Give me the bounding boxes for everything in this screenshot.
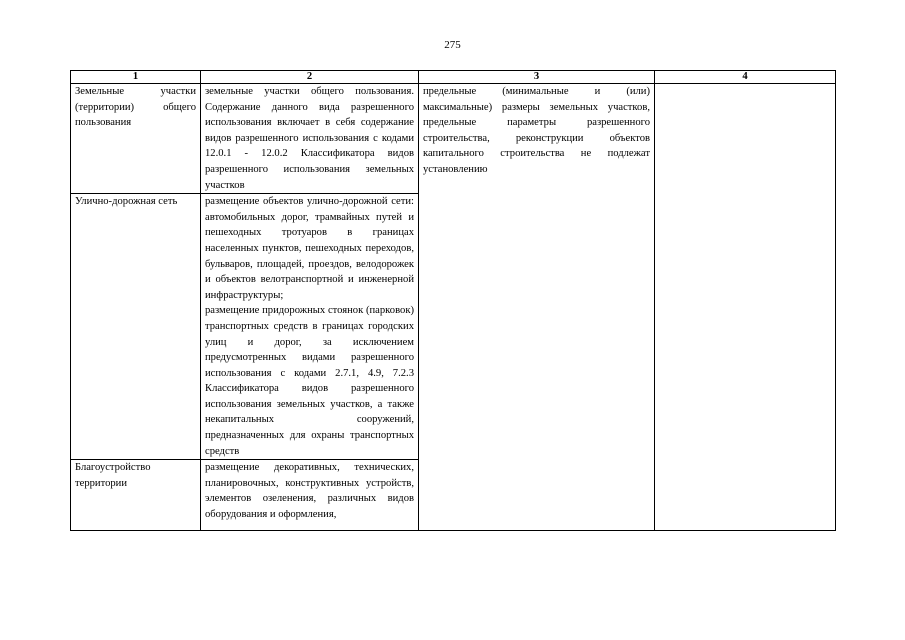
column-header-1: 1 [71, 71, 201, 84]
row-name-cell [71, 194, 201, 460]
row-description: размещение декоративных, технических, планировочных, конструктивных устройств, элементов озеленения, различных видов оборудования и оформления, [205, 462, 414, 521]
column-header-2: 2 [201, 71, 419, 84]
row-name-cell [71, 84, 201, 194]
column-header-4: 4 [655, 71, 836, 84]
row-description-cell [201, 84, 419, 194]
land-use-table [70, 70, 836, 531]
row-name: Земельные участки (территории) общего пользования [75, 86, 196, 129]
restrictions-cell [655, 84, 836, 531]
table-row [71, 84, 836, 194]
row-name: Улично-дорожная сеть [75, 196, 178, 208]
row-description-cell [201, 460, 419, 531]
row-name-cell [71, 460, 201, 531]
parameters-cell [419, 84, 655, 531]
row-description: земельные участки общего пользования. Содержание данного вида разрешенного использования включает в себя содержание видов разрешенного использования с кодами 12.0.1 - 12.0.2 Классификатора видов разрешенного использования земельных участков [205, 86, 414, 191]
row-description-continued: размещение придорожных стоянок (парковок) транспортных средств в границах городских улиц и дорог, за исключением предусмотренных видами разрешенного использования с кодами 2.7.1, 4.9, 7.2.3 Классификатора видов разрешенного использования земельных участков, а также некапитальных сооружений, предназначенных для охраны транспортных средств [205, 305, 414, 457]
parameters-text: предельные (минимальные и (или) максимальные) размеры земельных участков, предельные параметры разрешенного строительства, реконструкции объектов капитального строительства не подлежат установлению [423, 86, 650, 175]
row-name: Благоустройство территории [75, 462, 151, 489]
page-number: 275 [444, 39, 461, 51]
column-header-3: 3 [419, 71, 655, 84]
row-description: размещение объектов улично-дорожной сети: автомобильных дорог, трамвайных путей и пешеходных тротуаров в границах населенных пунктов, пешеходных переходов, бульваров, площадей, проездов, велодорожек и объектов велотранспортной и инженерной инфраструктуры; [205, 196, 414, 301]
row-description-cell [201, 194, 419, 460]
table-header-row [71, 71, 836, 84]
